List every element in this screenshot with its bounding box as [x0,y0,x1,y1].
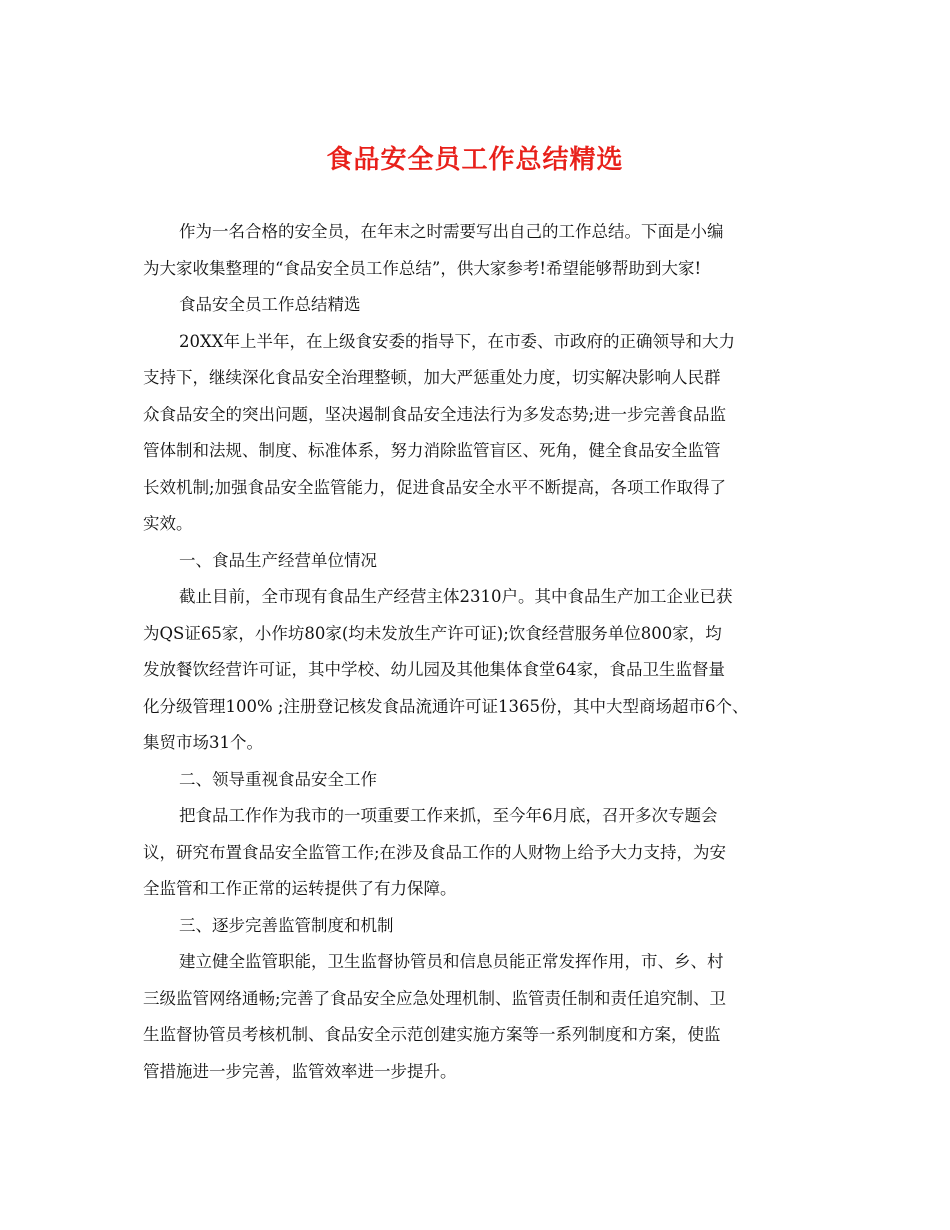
text-line: 管措施进一步完善，监管效率进一步提升。 [143,1061,457,1081]
document-body [143,214,815,1090]
text-line: 一、食品生产经营单位情况 [179,550,377,570]
text-line: 三级监管网络通畅;完善了食品安全应急处理机制、监管责任制和责任追究制、卫 [143,988,727,1008]
text-line: 集贸市场31个。 [143,733,263,752]
text-line: 支持下，继续深化食品安全治理整顿，加大严惩重处力度，切实解决影响人民群 [143,368,721,387]
text-line: 20XX年上半年，在上级食安委的指导下，在市委、市政府的正确领导和大力 [179,331,735,351]
text-line: 为QS证65家，小作坊80家(均未发放生产许可证);饮食经营服务单位800家，均 [143,623,722,643]
text-line: 管体制和法规、制度、标准体系，努力消除监管盲区、死角，健全食品安全监管 [143,441,721,460]
text-line: 作为一名合格的安全员，在年末之时需要写出自己的工作总结。下面是小编 [179,222,724,241]
text-line: 发放餐饮经营许可证，其中学校、幼儿园及其他集体食堂64家，食品卫生监督量 [143,660,725,679]
text-line: 截止目前，全市现有食品生产经营主体2310户。其中食品生产加工企业已获 [179,587,733,606]
text-line: 为大家收集整理的“食品安全员工作总结”，供大家参考!希望能够帮助到大家! [143,258,702,278]
document-title: 食品安全员工作总结精选 [326,145,624,175]
text-line: 二、领导重视食品安全工作 [179,769,377,789]
text-line: 三、逐步完善监管制度和机制 [179,915,394,935]
text-line: 化分级管理100% ;注册登记核发食品流通许可证1365份，其中大型商场超市6个、 [143,696,749,716]
text-line: 众食品安全的突出问题，坚决遏制食品安全违法行为多发态势;进一步完善食品监 [143,404,727,424]
text-line: 把食品工作作为我市的一项重要工作来抓，至今年6月底，召开多次专题会 [179,806,718,825]
text-line: 食品安全员工作总结精选 [179,295,361,314]
text-line: 全监管和工作正常的运转提供了有力保障。 [143,879,457,898]
text-line: 建立健全监管职能，卫生监督协管员和信息员能正常发挥作用，市、乡、村 [179,952,724,971]
text-line: 议，研究布置食品安全监管工作;在涉及食品工作的人财物上给予大力支持，为安 [143,842,727,862]
text-line: 生监督协管员考核机制、食品安全示范创建实施方案等一系列制度和方案，使监 [143,1025,721,1044]
text-line: 长效机制;加强食品安全监管能力，促进食品安全水平不断提高，各项工作取得了 [143,477,727,497]
text-line: 实效。 [143,514,193,533]
